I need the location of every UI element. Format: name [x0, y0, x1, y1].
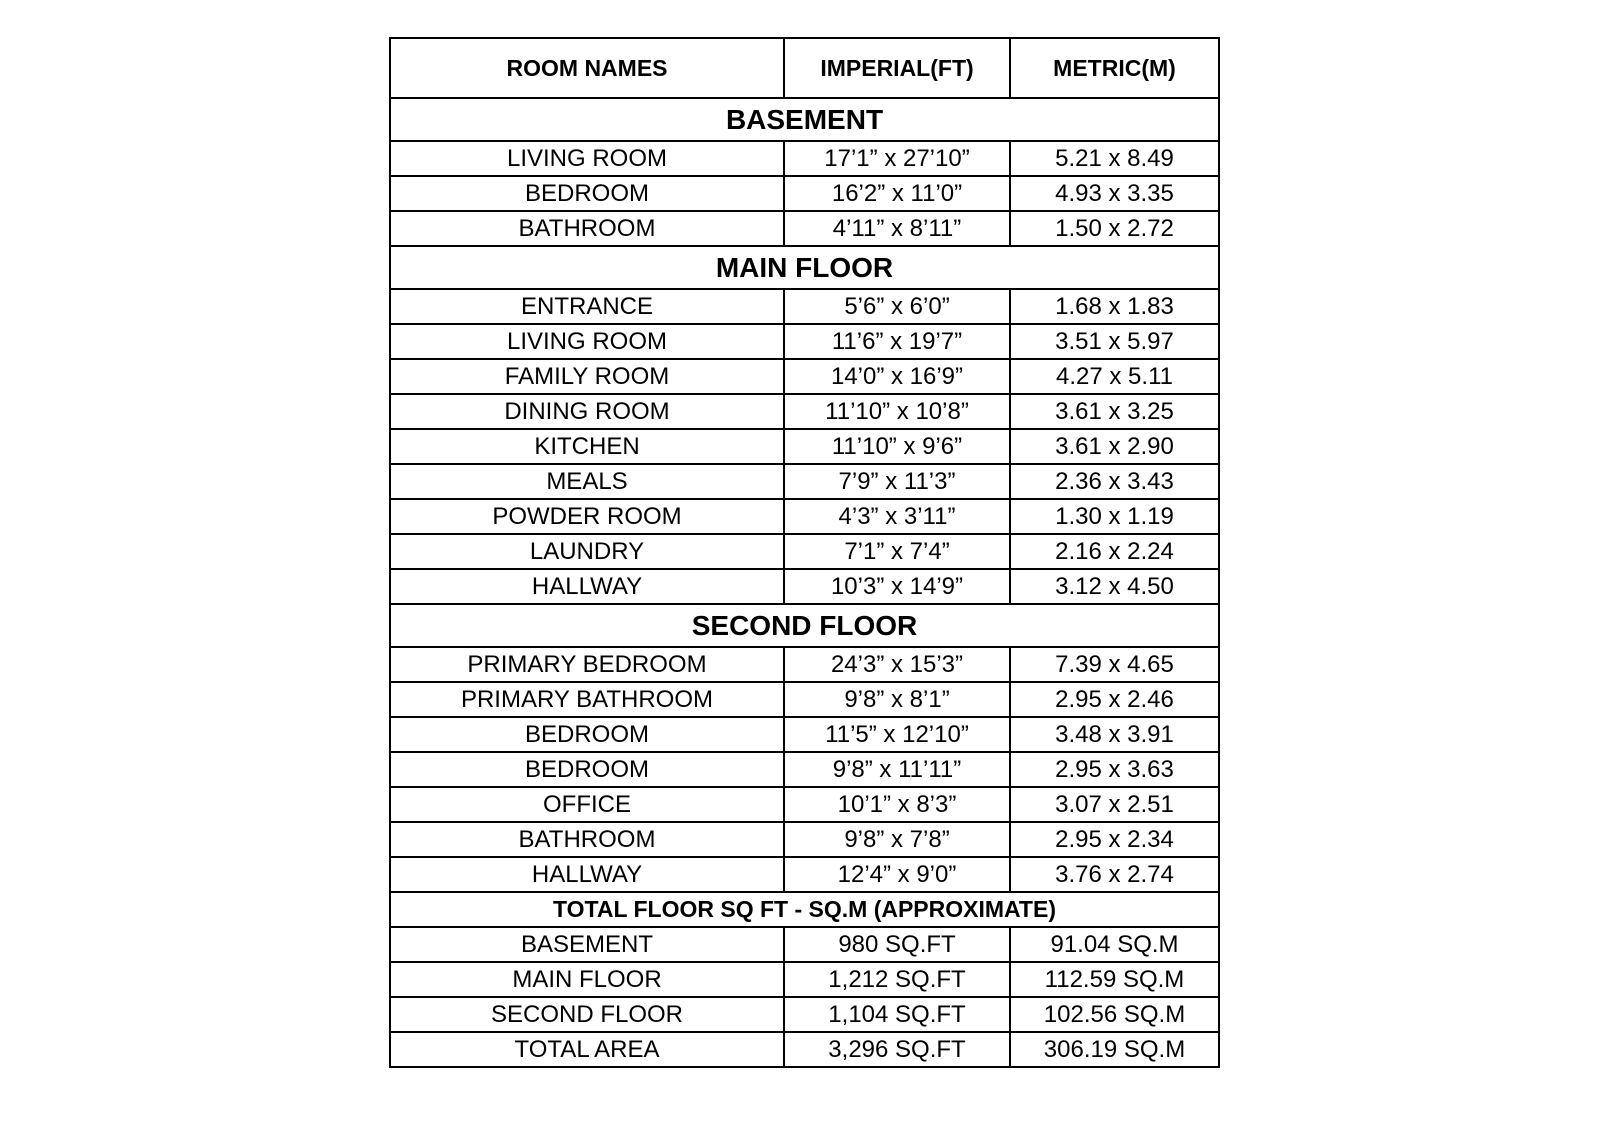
room-name-cell: BEDROOM	[390, 717, 784, 752]
room-name-cell: BASEMENT	[390, 927, 784, 962]
metric-cell: 102.56 SQ.M	[1010, 997, 1219, 1032]
imperial-cell: 12’4” x 9’0”	[784, 857, 1010, 892]
table-row	[390, 534, 1219, 569]
metric-cell: 91.04 SQ.M	[1010, 927, 1219, 962]
header-metric: METRIC(M)	[1010, 38, 1219, 98]
table-row	[390, 394, 1219, 429]
metric-cell: 1.68 x 1.83	[1010, 289, 1219, 324]
metric-cell: 112.59 SQ.M	[1010, 962, 1219, 997]
table-row	[390, 647, 1219, 682]
metric-cell: 2.95 x 3.63	[1010, 752, 1219, 787]
imperial-cell: 1,104 SQ.FT	[784, 997, 1010, 1032]
room-name-cell: MAIN FLOOR	[390, 962, 784, 997]
room-name-cell: LAUNDRY	[390, 534, 784, 569]
imperial-cell: 9’8” x 8’1”	[784, 682, 1010, 717]
table-row	[390, 682, 1219, 717]
imperial-cell: 14’0” x 16’9”	[784, 359, 1010, 394]
table-row	[390, 141, 1219, 176]
header-row	[390, 38, 1219, 98]
metric-cell: 3.07 x 2.51	[1010, 787, 1219, 822]
imperial-cell: 1,212 SQ.FT	[784, 962, 1010, 997]
metric-cell: 306.19 SQ.M	[1010, 1032, 1219, 1067]
section-title: MAIN FLOOR	[390, 246, 1219, 289]
room-name-cell: KITCHEN	[390, 429, 784, 464]
section-title: SECOND FLOOR	[390, 604, 1219, 647]
room-name-cell: FAMILY ROOM	[390, 359, 784, 394]
section-title: BASEMENT	[390, 98, 1219, 141]
metric-cell: 1.50 x 2.72	[1010, 211, 1219, 246]
totals-row	[390, 927, 1219, 962]
imperial-cell: 9’8” x 11’11”	[784, 752, 1010, 787]
header-imperial: IMPERIAL(FT)	[784, 38, 1010, 98]
metric-cell: 2.36 x 3.43	[1010, 464, 1219, 499]
imperial-cell: 17’1” x 27’10”	[784, 141, 1010, 176]
imperial-cell: 11’10” x 10’8”	[784, 394, 1010, 429]
imperial-cell: 10’3” x 14’9”	[784, 569, 1010, 604]
totals-row	[390, 997, 1219, 1032]
metric-cell: 7.39 x 4.65	[1010, 647, 1219, 682]
table-row	[390, 857, 1219, 892]
imperial-cell: 11’10” x 9’6”	[784, 429, 1010, 464]
metric-cell: 3.51 x 5.97	[1010, 324, 1219, 359]
room-name-cell: MEALS	[390, 464, 784, 499]
metric-cell: 1.30 x 1.19	[1010, 499, 1219, 534]
table-row	[390, 822, 1219, 857]
room-name-cell: PRIMARY BEDROOM	[390, 647, 784, 682]
metric-cell: 2.95 x 2.46	[1010, 682, 1219, 717]
table-row	[390, 787, 1219, 822]
totals-row	[390, 1032, 1219, 1067]
room-name-cell: ENTRANCE	[390, 289, 784, 324]
imperial-cell: 7’1” x 7’4”	[784, 534, 1010, 569]
imperial-cell: 7’9” x 11’3”	[784, 464, 1010, 499]
table-row	[390, 752, 1219, 787]
imperial-cell: 4’11” x 8’11”	[784, 211, 1010, 246]
metric-cell: 4.27 x 5.11	[1010, 359, 1219, 394]
totals-row	[390, 962, 1219, 997]
room-name-cell: PRIMARY BATHROOM	[390, 682, 784, 717]
room-name-cell: SECOND FLOOR	[390, 997, 784, 1032]
table-row	[390, 289, 1219, 324]
room-name-cell: BATHROOM	[390, 822, 784, 857]
imperial-cell: 9’8” x 7’8”	[784, 822, 1010, 857]
imperial-cell: 980 SQ.FT	[784, 927, 1010, 962]
imperial-cell: 11’5” x 12’10”	[784, 717, 1010, 752]
table-row	[390, 717, 1219, 752]
imperial-cell: 16’2” x 11’0”	[784, 176, 1010, 211]
room-name-cell: POWDER ROOM	[390, 499, 784, 534]
imperial-cell: 5’6” x 6’0”	[784, 289, 1010, 324]
room-name-cell: LIVING ROOM	[390, 141, 784, 176]
table-row	[390, 464, 1219, 499]
table-row	[390, 569, 1219, 604]
table-body	[390, 98, 1219, 1067]
room-name-cell: HALLWAY	[390, 569, 784, 604]
room-name-cell: LIVING ROOM	[390, 324, 784, 359]
metric-cell: 2.95 x 2.34	[1010, 822, 1219, 857]
imperial-cell: 11’6” x 19’7”	[784, 324, 1010, 359]
section-header-row	[390, 246, 1219, 289]
metric-cell: 3.48 x 3.91	[1010, 717, 1219, 752]
totals-header-row	[390, 892, 1219, 927]
room-name-cell: TOTAL AREA	[390, 1032, 784, 1067]
section-title: TOTAL FLOOR SQ FT - SQ.M (APPROXIMATE)	[390, 892, 1219, 927]
table-row	[390, 211, 1219, 246]
imperial-cell: 10’1” x 8’3”	[784, 787, 1010, 822]
room-dimensions-table	[389, 37, 1220, 1068]
room-name-cell: OFFICE	[390, 787, 784, 822]
metric-cell: 2.16 x 2.24	[1010, 534, 1219, 569]
table-row	[390, 359, 1219, 394]
metric-cell: 3.61 x 3.25	[1010, 394, 1219, 429]
metric-cell: 3.61 x 2.90	[1010, 429, 1219, 464]
room-name-cell: BEDROOM	[390, 752, 784, 787]
table-row	[390, 499, 1219, 534]
imperial-cell: 4’3” x 3’11”	[784, 499, 1010, 534]
metric-cell: 4.93 x 3.35	[1010, 176, 1219, 211]
table-row	[390, 324, 1219, 359]
section-header-row	[390, 98, 1219, 141]
room-name-cell: BATHROOM	[390, 211, 784, 246]
section-header-row	[390, 604, 1219, 647]
imperial-cell: 24’3” x 15’3”	[784, 647, 1010, 682]
table-row	[390, 429, 1219, 464]
header-room-names: ROOM NAMES	[390, 38, 784, 98]
room-name-cell: HALLWAY	[390, 857, 784, 892]
metric-cell: 3.76 x 2.74	[1010, 857, 1219, 892]
table-row	[390, 176, 1219, 211]
metric-cell: 3.12 x 4.50	[1010, 569, 1219, 604]
room-name-cell: DINING ROOM	[390, 394, 784, 429]
metric-cell: 5.21 x 8.49	[1010, 141, 1219, 176]
imperial-cell: 3,296 SQ.FT	[784, 1032, 1010, 1067]
room-name-cell: BEDROOM	[390, 176, 784, 211]
